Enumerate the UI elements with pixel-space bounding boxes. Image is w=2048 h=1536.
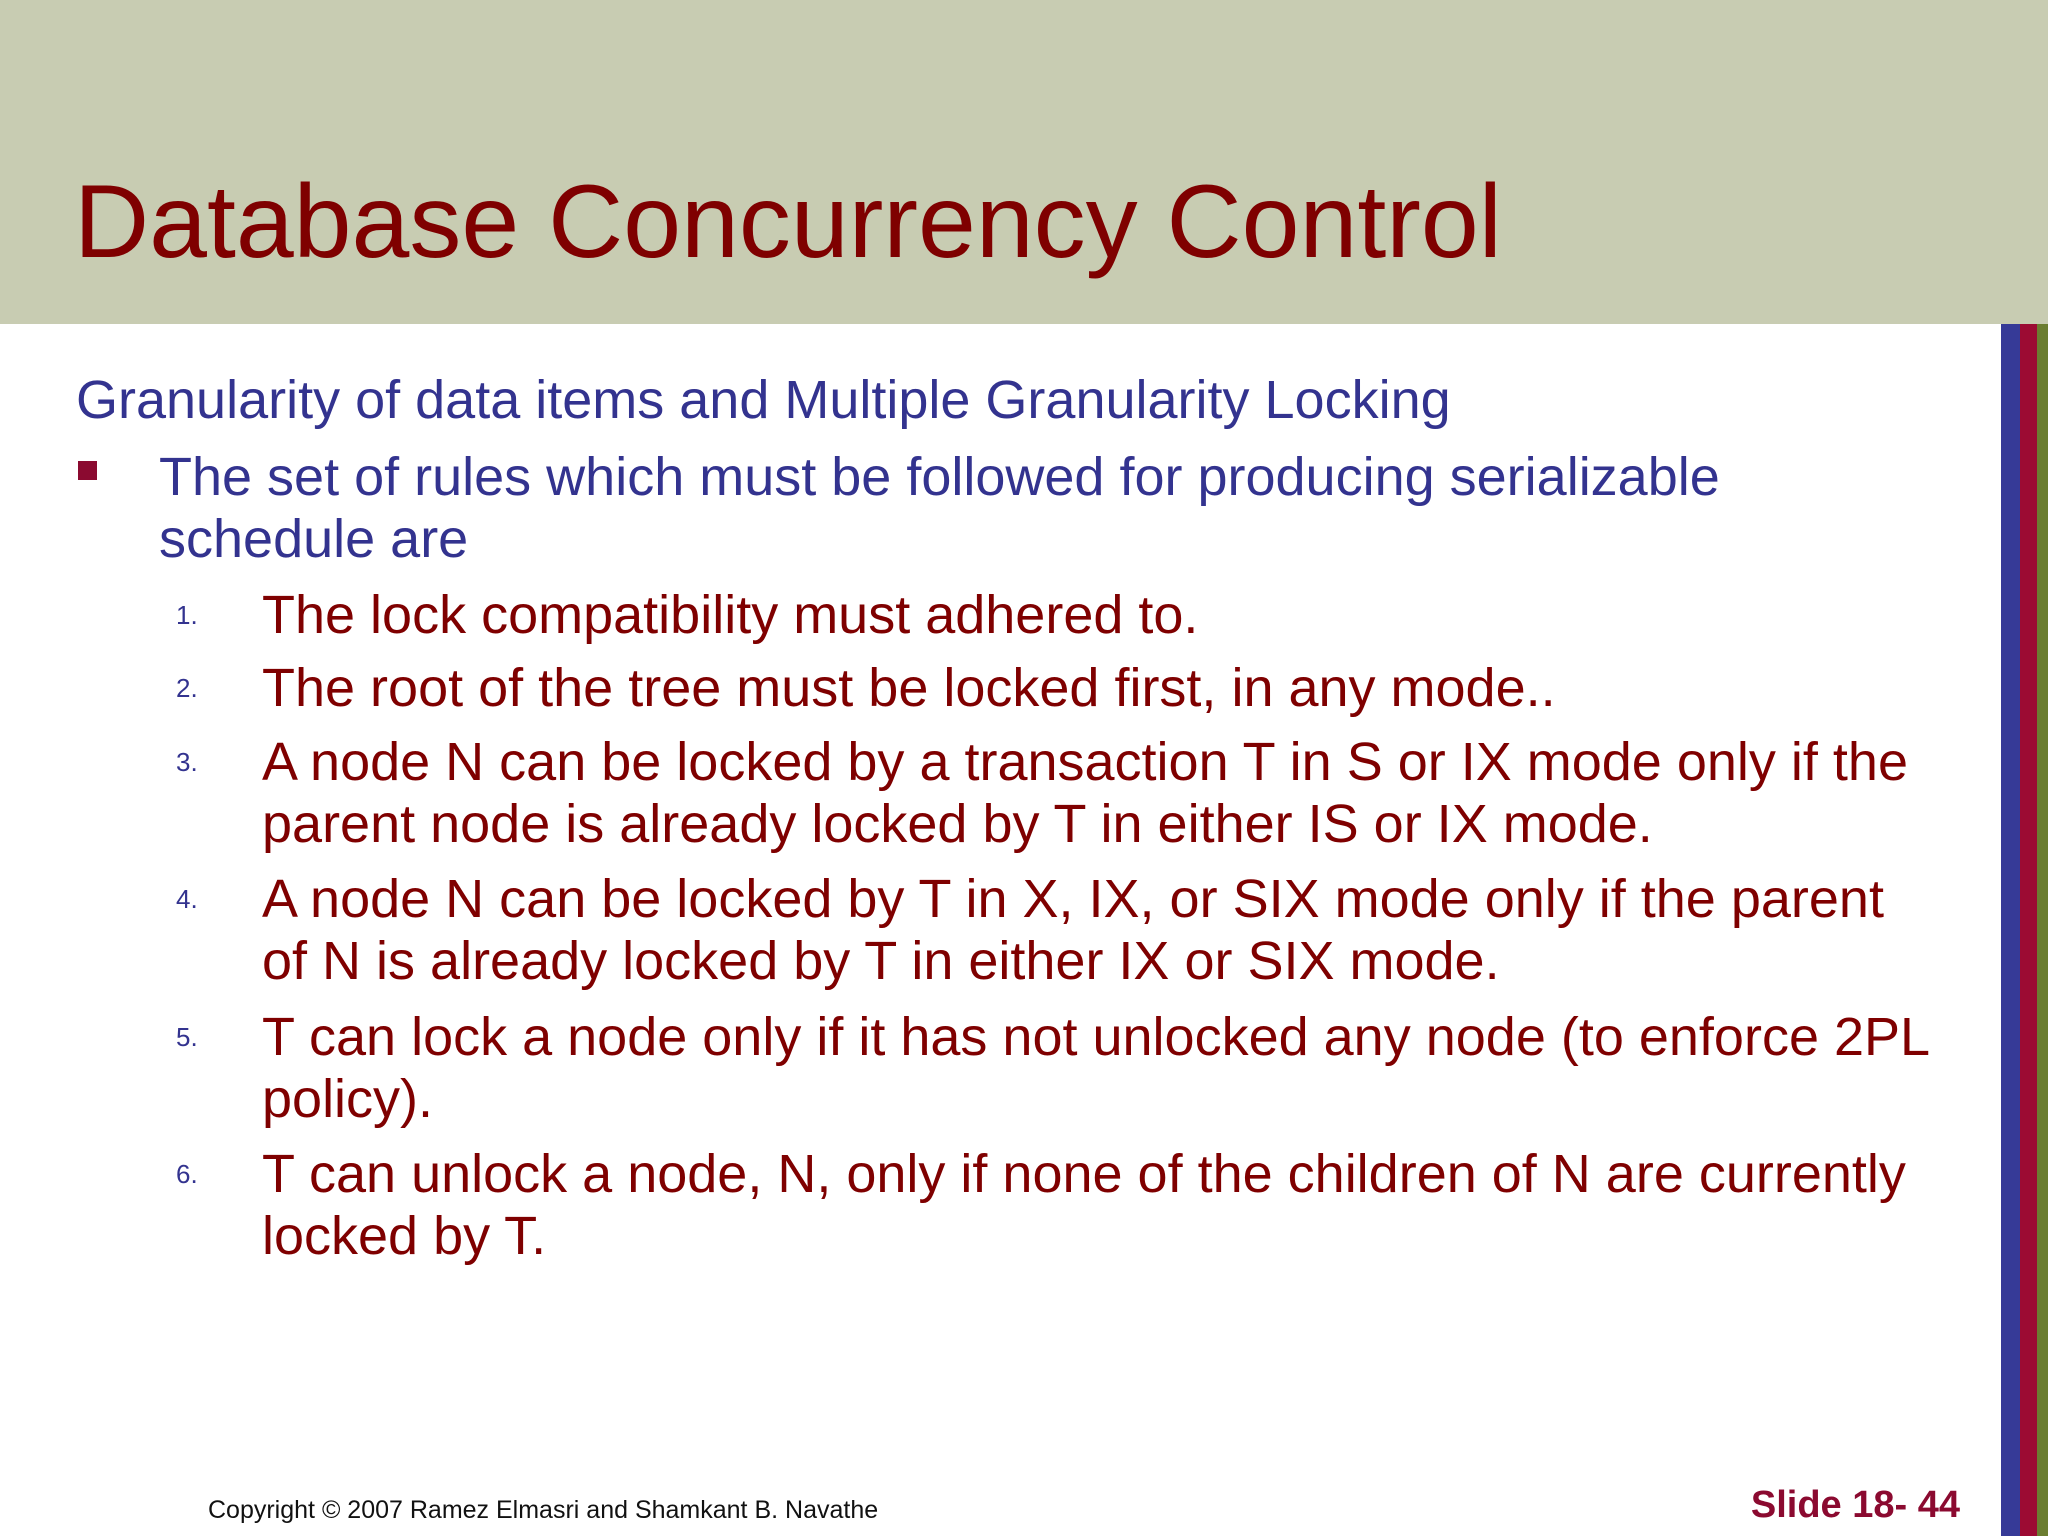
rule-number: 1.	[176, 600, 198, 630]
red-side-bar	[2020, 324, 2037, 1536]
title-band-edge	[2001, 0, 2048, 324]
rule-number: 3.	[176, 747, 198, 777]
main-bullet-text: The set of rules which must be followed for producing serializable schedule are	[159, 447, 1720, 569]
rule-text: T can unlock a node, N, only if none of the children of N are currently locked by T.	[262, 1144, 1906, 1266]
slide-number: Slide 18- 44	[1750, 1484, 1960, 1526]
rule-text: A node N can be locked by T in X, IX, or SIX mode only if the parent of N is already locked by T in either IX or SIX mode.	[262, 869, 1884, 991]
rule-text: The root of the tree must be locked first, in any mode..	[262, 658, 1556, 718]
rule-text: T can lock a node only if it has not unlocked any node (to enforce 2PL policy).	[262, 1007, 1929, 1129]
slide-title: Database Concurrency Control	[74, 164, 1502, 280]
rule-number: 2.	[176, 673, 198, 703]
olive-side-bar	[2037, 324, 2048, 1536]
rule-number: 6.	[176, 1159, 198, 1189]
decorative-side-bars	[2001, 324, 2048, 1536]
blue-side-bar	[2001, 324, 2020, 1536]
copyright-footer: Copyright © 2007 Ramez Elmasri and Shamkant B. Navathe	[208, 1496, 879, 1524]
slide-subtitle: Granularity of data items and Multiple Granularity Locking	[76, 370, 1451, 430]
rule-text: The lock compatibility must adhered to.	[262, 585, 1199, 645]
rule-number: 5.	[176, 1022, 198, 1052]
rule-text: A node N can be locked by a transaction T in S or IX mode only if the parent node is already locked by T in either IS or IX mode.	[262, 732, 1908, 854]
rule-number: 4.	[176, 884, 198, 914]
square-bullet-icon	[78, 461, 97, 480]
